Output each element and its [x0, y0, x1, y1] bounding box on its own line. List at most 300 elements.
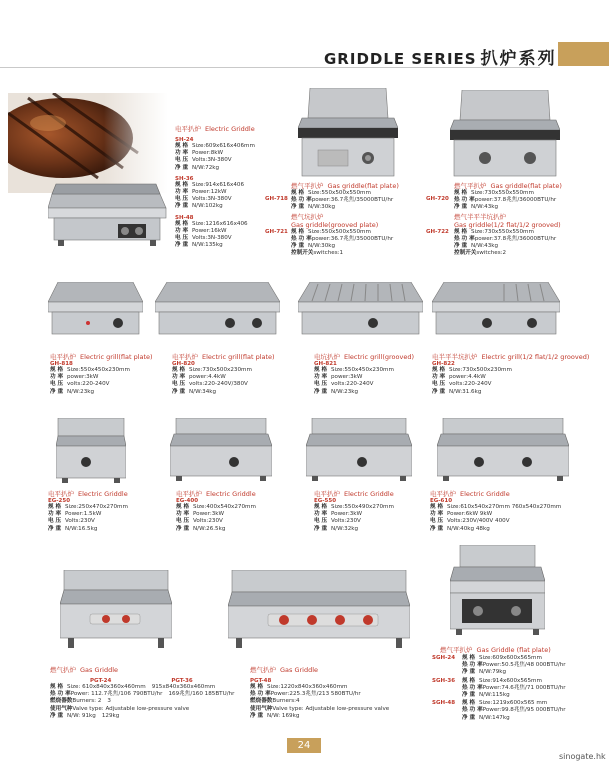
- spec-value: Size:610x540x270mm 760x540x270mm: [447, 504, 562, 510]
- spec-value: power:37.8兆焦/36000BTU/hr: [474, 235, 557, 242]
- spec-line: [291, 236, 393, 243]
- header-tab: [558, 42, 609, 66]
- pgt48-lines: [250, 684, 389, 720]
- page-title: [324, 44, 557, 69]
- spec-key: 规 格: [430, 504, 444, 510]
- spec-key: 电 压: [176, 518, 190, 525]
- spec-key: 净 重: [432, 388, 446, 395]
- spec-value: power:36.7兆焦/35000BTU/hr: [311, 235, 394, 242]
- pgt24-lines: [50, 684, 234, 720]
- spec-key: 热 功 率: [250, 691, 271, 698]
- spec-key: 电 压: [175, 235, 189, 242]
- item-title: [50, 352, 153, 361]
- spec-key: 净 重: [250, 712, 264, 719]
- spec-value: Volts:230V: [65, 518, 95, 525]
- sh-model: SH-48: [175, 214, 194, 221]
- title-cn: 扒炉系列: [480, 49, 557, 69]
- spec-value: Size:550x500x550mm: [308, 190, 371, 196]
- spec-line: [462, 678, 566, 685]
- spec-key: 热 功 率: [454, 197, 475, 204]
- sgh-image: [450, 545, 545, 641]
- spec-key: 热 功 率: [291, 235, 312, 242]
- spec-line: [291, 197, 393, 204]
- gh721-title: [291, 212, 399, 221]
- spec-key: 功 率: [50, 374, 64, 381]
- spec-line: [48, 518, 128, 525]
- spec-key: 功 率: [175, 227, 189, 234]
- spec-value: Size:1216x616x406: [192, 220, 248, 227]
- spec-line: [50, 367, 153, 374]
- gh720-title: [454, 181, 562, 190]
- spec-value: Valve type: Adjustable low-pressure valve: [72, 705, 190, 712]
- spec-value: Volts:230V/400V 400V: [447, 518, 510, 525]
- spec-value: N/W:23kg: [331, 388, 359, 395]
- spec-value: N/W:34kg: [189, 388, 217, 395]
- spec-line: [175, 182, 255, 189]
- pgt24-title: [50, 665, 234, 674]
- spec-key: 净 重: [50, 712, 64, 719]
- sh-spec-block: [175, 124, 255, 249]
- spec-key: 净 重: [462, 714, 476, 721]
- gh822-image: [432, 282, 560, 348]
- eg550-image: [306, 418, 412, 488]
- spec-value: Volts:3N-380V: [192, 196, 232, 203]
- sh-model: SH-24: [175, 137, 194, 143]
- item-model: EG-610: [430, 498, 453, 504]
- spec-line: [250, 698, 389, 705]
- spec-value: Size:914x600x565mm: [479, 677, 542, 684]
- gh718-model: GH-718: [265, 196, 288, 202]
- gh718-title-cn: 燃气平扒炉: [291, 182, 324, 190]
- spec-value: power:3kW: [67, 374, 99, 381]
- spec-value: N/W:32kg: [331, 525, 359, 532]
- spec-key: 净 重: [175, 164, 189, 171]
- spec-value: Size:1219x600x565 mm: [479, 700, 548, 707]
- pgt24-model: PGT-24: [90, 678, 112, 684]
- spec-line: [175, 165, 255, 172]
- gh718-lines: [291, 190, 393, 212]
- spec-value: N/W:43kg: [471, 204, 499, 211]
- spec-line: [291, 250, 393, 257]
- gh718-title-en: Gas griddle(flat plate): [327, 182, 399, 190]
- spec-key: 规 格: [454, 190, 468, 196]
- spec-line: [175, 228, 255, 235]
- spec-value: Power:99.8兆焦/95 000BTU/hr: [482, 707, 566, 714]
- spec-line: [314, 367, 414, 374]
- spec-key: 功 率: [314, 374, 328, 381]
- spec-value: Power:12kW: [192, 189, 227, 196]
- item-title: [430, 489, 561, 498]
- spec-value: Volts:3N-380V: [192, 235, 232, 242]
- spec-value: switches:2: [476, 250, 507, 257]
- spec-line: [50, 389, 153, 396]
- spec-value: Size:550x450x230mm: [67, 367, 130, 373]
- spec-value-b: 129kg: [101, 712, 120, 719]
- spec-value: Size:914x616x406: [192, 181, 245, 188]
- item-title: [172, 352, 275, 361]
- spec-key: 功 率: [176, 511, 190, 518]
- spec-value: Size:1220x840x360x460mm: [267, 684, 348, 690]
- spec-value: Volts:230V: [331, 518, 361, 525]
- spec-value: Power:8kW: [192, 150, 224, 157]
- spec-value: Power:50.5兆焦/48 000BTU/hr: [482, 662, 566, 669]
- spec-line: [175, 242, 255, 249]
- spec-key: 净 重: [314, 525, 328, 532]
- spec-line: [454, 197, 556, 204]
- spec-value: Power:16kW: [192, 227, 227, 234]
- spec-line: [454, 236, 556, 243]
- item-title-cn: 电平扒炉: [176, 490, 202, 498]
- spec-key: 规 格: [50, 684, 64, 690]
- pgt24-image: [60, 570, 172, 656]
- spec-key: 电 压: [175, 157, 189, 164]
- eg250-spec-block: [48, 489, 128, 533]
- spec-key: 热 功 率: [291, 197, 312, 204]
- spec-line: [454, 229, 556, 236]
- spec-key: 规 格: [291, 228, 305, 235]
- spec-value: N/W:31.6kg: [449, 388, 482, 395]
- spec-key: 燃烧器数: [250, 698, 273, 705]
- spec-key: 使用气种: [250, 705, 273, 712]
- spec-line: [462, 685, 566, 692]
- gh720-model: GH-720: [426, 196, 449, 202]
- spec-key: 控制开关: [454, 250, 477, 257]
- pgt48-title-en: Gas Griddle: [280, 666, 319, 674]
- sgh-lines: [462, 678, 566, 700]
- item-title: [314, 489, 394, 498]
- spec-key: 净 重: [291, 204, 305, 211]
- item-title-en: Electric Griddle: [206, 490, 256, 498]
- eg250-image: [56, 418, 126, 488]
- eg610-spec-block: [430, 489, 561, 533]
- item-title-cn: 电平扒炉: [430, 490, 456, 498]
- spec-value: power:36.7兆焦/35000BTU/hr: [311, 197, 394, 204]
- pgt48-image: [228, 570, 410, 656]
- gh720-lines: [454, 190, 556, 212]
- spec-line: [430, 526, 561, 533]
- spec-value: Size:730x500x230mm: [449, 367, 512, 373]
- spec-key: 规 格: [48, 504, 62, 510]
- spec-key: 功 率: [175, 150, 189, 157]
- website: sinogate.hk: [559, 752, 606, 761]
- spec-value: Size: 610x840x360x460mm: [67, 684, 146, 690]
- spec-value: Size:730x500x230mm: [189, 367, 252, 373]
- spec-value: Volts:230V: [193, 518, 223, 525]
- gh821-image: [298, 282, 423, 348]
- pgt48-model: PGT-48: [250, 678, 272, 684]
- spec-value: Size:730x550x550mm: [471, 228, 534, 235]
- spec-key: 净 重: [48, 525, 62, 532]
- spec-value: Power: 112.7兆焦/106 790BTU/hr: [70, 691, 163, 698]
- spec-key: 净 重: [50, 388, 64, 395]
- spec-value: N/W:115kg: [479, 692, 510, 699]
- spec-value: volts:220-240V/380V: [189, 381, 248, 388]
- spec-line: [462, 707, 566, 714]
- spec-value: Power:74.6兆焦/71 000BTU/hr: [482, 684, 566, 691]
- spec-key: 热 功 率: [454, 235, 475, 242]
- pgt24-title-en: Gas Griddle: [80, 666, 119, 674]
- spec-key: 控制开关: [291, 250, 314, 257]
- spec-value-b: 3: [107, 698, 111, 705]
- spec-key: 净 重: [462, 692, 476, 699]
- spec-line: [50, 698, 234, 705]
- spec-key: 电 压: [172, 381, 186, 388]
- spec-line: [432, 389, 589, 396]
- spec-line: [172, 389, 275, 396]
- spec-key: 规 格: [175, 143, 189, 149]
- spec-value: N/W:26.5kg: [193, 525, 226, 532]
- gh821-spec-block: [314, 352, 414, 396]
- spec-key: 电 压: [430, 518, 444, 525]
- spec-value: Valve type: Adjustable low-pressure valve: [272, 705, 390, 712]
- spec-line: [291, 229, 393, 236]
- sgh-model-row: [432, 678, 566, 700]
- item-model: GH-820: [172, 361, 195, 367]
- spec-value: Size:550x500x550mm: [308, 228, 371, 235]
- spec-line: [430, 518, 561, 525]
- gh722-title-en: [454, 221, 562, 229]
- item-model: EG-400: [176, 498, 199, 504]
- pgt36-model: PGT-36: [171, 678, 193, 684]
- spec-key: 规 格: [454, 228, 468, 235]
- spec-value: Power:3kW: [331, 511, 363, 518]
- spec-value: N/W:40kg 48kg: [447, 525, 490, 532]
- gh720-title-cn: 燃气平扒炉: [454, 182, 487, 190]
- spec-key: 使用气种: [50, 705, 73, 712]
- spec-key: 规 格: [291, 190, 305, 196]
- spec-key: 燃烧器数: [50, 698, 73, 705]
- item-model: GH-818: [50, 361, 73, 367]
- spec-value: Size:550x450x230mm: [331, 367, 394, 373]
- item-title-en: Electric grill(flat plate): [202, 353, 275, 361]
- spec-line: [462, 692, 566, 699]
- spec-key: 电 压: [175, 196, 189, 203]
- spec-value: Size:609x600x565mm: [479, 655, 542, 661]
- spec-key: 功 率: [430, 511, 444, 518]
- spec-value: N/W: 91kg: [67, 712, 96, 719]
- sh-model: SH-36: [175, 175, 194, 182]
- spec-key: 电 压: [48, 518, 62, 525]
- spec-line: [314, 381, 414, 388]
- item-title: [314, 352, 414, 361]
- spec-value: Burners:4: [272, 698, 300, 705]
- spec-value: N/W:23kg: [67, 388, 95, 395]
- spec-value: Size:550x490x270mm: [331, 504, 394, 510]
- item-title-cn: 电半平半坑扒炉: [432, 353, 478, 361]
- spec-key: 规 格: [50, 367, 64, 373]
- item-title: [432, 352, 589, 361]
- spec-value: Size:730x550x550mm: [471, 190, 534, 196]
- pgt24-title-cn: 燃气扒炉: [50, 666, 76, 674]
- spec-line: [454, 204, 556, 211]
- spec-key: 热 功 率: [462, 684, 483, 691]
- item-title-en: Electric Griddle: [344, 490, 394, 498]
- spec-line: [314, 518, 394, 525]
- spec-key: 功 率: [48, 511, 62, 518]
- item-model: GH-821: [314, 361, 337, 367]
- item-title: [48, 489, 128, 498]
- item-title-en: Electric Griddle: [460, 490, 510, 498]
- sgh-model: SGH-48: [432, 700, 456, 707]
- gh820-spec-block: [172, 352, 275, 396]
- spec-key: 规 格: [462, 677, 476, 684]
- steak-photo: [8, 93, 168, 193]
- spec-key: 电 压: [50, 381, 64, 388]
- spec-value: volts:220-240V: [331, 381, 374, 388]
- spec-line: [172, 381, 275, 388]
- gh722-model: GH-722: [426, 228, 449, 235]
- spec-line: [48, 526, 128, 533]
- spec-line: [175, 221, 255, 228]
- gh718-title: [291, 181, 399, 190]
- spec-value: Power:225.3兆焦/213 580BTU/hr: [270, 691, 361, 698]
- spec-value: switches:1: [313, 250, 344, 257]
- spec-key: 规 格: [432, 367, 446, 373]
- sgh-model: SGH-24: [432, 655, 456, 661]
- sgh-title-en: Gas Griddle (flat plate): [476, 646, 551, 654]
- sgh-title-cn: 燃气平扒炉: [440, 646, 473, 654]
- gh722-title-cn: 燃气半平半坑扒炉: [454, 212, 506, 221]
- gh720-image: [450, 90, 560, 182]
- gh722-title-en-text: Gas griddle(1/2 flat/1/2 grooved): [454, 220, 561, 229]
- page-number: 24: [287, 738, 321, 753]
- gh721-lines: [291, 229, 393, 258]
- gh722-lines: [454, 229, 556, 258]
- spec-value: N/W:30kg: [308, 204, 336, 211]
- spec-value: N/W:79kg: [479, 669, 507, 676]
- item-title-en: Electric grill(1/2 flat/1/2 grooved): [481, 353, 590, 361]
- spec-value: Size:250x470x270mm: [65, 504, 128, 510]
- page-header: [0, 0, 609, 78]
- gh721-title-cn: 燃气坑扒炉: [291, 212, 324, 221]
- spec-value: power:37.8兆焦/36000BTU/hr: [474, 197, 557, 204]
- spec-value: N/W:102kg: [192, 203, 223, 210]
- sgh-lines: [462, 700, 566, 722]
- spec-key: 规 格: [462, 655, 476, 661]
- spec-value: power:4.4kW: [449, 374, 486, 381]
- gh718-image: [298, 88, 398, 182]
- spec-value: volts:220-240V: [449, 381, 492, 388]
- spec-key: 功 率: [172, 374, 186, 381]
- spec-line: [454, 250, 556, 257]
- spec-line: [314, 389, 414, 396]
- item-model: GH-822: [432, 361, 455, 367]
- spec-value: N/W:16.5kg: [65, 525, 98, 532]
- spec-value-b: 169兆焦/160 185BTU/hr: [168, 691, 235, 698]
- gh822-spec-block: [432, 352, 589, 396]
- spec-key: 规 格: [175, 220, 189, 227]
- spec-line: [175, 157, 255, 164]
- spec-line: [314, 526, 394, 533]
- spec-key: 净 重: [430, 525, 444, 532]
- spec-key: 规 格: [176, 504, 190, 510]
- sgh-model-row: [432, 655, 566, 677]
- item-title-cn: 电平扒炉: [48, 490, 74, 498]
- spec-line: [176, 518, 256, 525]
- spec-value: Burners: 2: [72, 698, 102, 705]
- eg610-image: [437, 418, 569, 488]
- spec-key: 净 重: [175, 203, 189, 210]
- spec-key: 净 重: [314, 388, 328, 395]
- spec-line: [50, 706, 234, 713]
- spec-line: [250, 706, 389, 713]
- spec-key: 功 率: [432, 374, 446, 381]
- spec-line: [50, 381, 153, 388]
- spec-key: 净 重: [454, 204, 468, 211]
- spec-value: power:3kW: [331, 374, 363, 381]
- spec-value: N/W:72kg: [192, 164, 220, 171]
- spec-value: N/W: 169kg: [267, 712, 300, 719]
- spec-value: N/W:30kg: [308, 243, 336, 250]
- spec-key: 净 重: [175, 242, 189, 249]
- eg550-spec-block: [314, 489, 394, 533]
- spec-key: 规 格: [175, 181, 189, 188]
- spec-key: 规 格: [462, 700, 476, 707]
- spec-value: Power:1.5kW: [65, 511, 102, 518]
- gh820-image: [155, 282, 280, 348]
- spec-value: N/W:43kg: [471, 243, 499, 250]
- spec-key: 功 率: [175, 189, 189, 196]
- spec-key: 规 格: [250, 684, 264, 690]
- gh718-spec-block: [265, 181, 399, 257]
- spec-value: volts:220-240V: [67, 381, 110, 388]
- gh818-image: [48, 282, 143, 348]
- spec-key: 电 压: [314, 381, 328, 388]
- spec-value: Size:609x616x406mm: [192, 143, 255, 149]
- spec-key: 净 重: [454, 243, 468, 250]
- item-title-cn: 电坑扒炉: [314, 353, 340, 361]
- sgh-model-list: [432, 655, 566, 722]
- sgh-lines: [462, 655, 566, 677]
- spec-key: 热 功 率: [462, 662, 483, 669]
- spec-value: Size:400x540x270mm: [193, 504, 256, 510]
- item-title-en: Electric grill(flat plate): [80, 353, 153, 361]
- sh-title-en: Electric Griddle: [205, 125, 255, 133]
- spec-value-b: 915x840x360x460mm: [151, 684, 216, 690]
- spec-line: [291, 204, 393, 211]
- item-title-cn: 电平扒炉: [314, 490, 340, 498]
- item-model: EG-550: [314, 498, 337, 504]
- spec-key: 热 功 率: [462, 707, 483, 714]
- eg400-spec-block: [176, 489, 256, 533]
- eg400-image: [170, 418, 272, 488]
- sh-title: [175, 124, 255, 133]
- item-model: EG-250: [48, 498, 71, 504]
- spec-value: power:4.4kW: [189, 374, 226, 381]
- item-title: [176, 489, 256, 498]
- gh722-title: [454, 212, 562, 221]
- pgt48-title-cn: 燃气扒炉: [250, 666, 276, 674]
- sgh-model-row: [432, 700, 566, 722]
- spec-key: 净 重: [172, 388, 186, 395]
- spec-value: N/W:147kg: [479, 714, 510, 721]
- spec-value: Volts:3N-380V: [192, 157, 232, 164]
- spec-key: 净 重: [462, 669, 476, 676]
- sgh-model: SGH-36: [432, 677, 456, 684]
- spec-line: [176, 526, 256, 533]
- title-en: GRIDDLE SERIES: [324, 50, 477, 68]
- spec-line: [462, 669, 566, 676]
- spec-key: 净 重: [176, 525, 190, 532]
- spec-line: [462, 715, 566, 722]
- sh-griddle-image: [48, 180, 168, 254]
- item-title-cn: 电平扒炉: [50, 353, 76, 361]
- gh721-title-en-text: Gas griddle(grooved plate): [291, 220, 379, 229]
- spec-value: Power:6kW 9kW: [447, 511, 493, 518]
- spec-key: 规 格: [172, 367, 186, 373]
- sh-model-list: [175, 137, 255, 249]
- spec-value: Power:3kW: [193, 511, 225, 518]
